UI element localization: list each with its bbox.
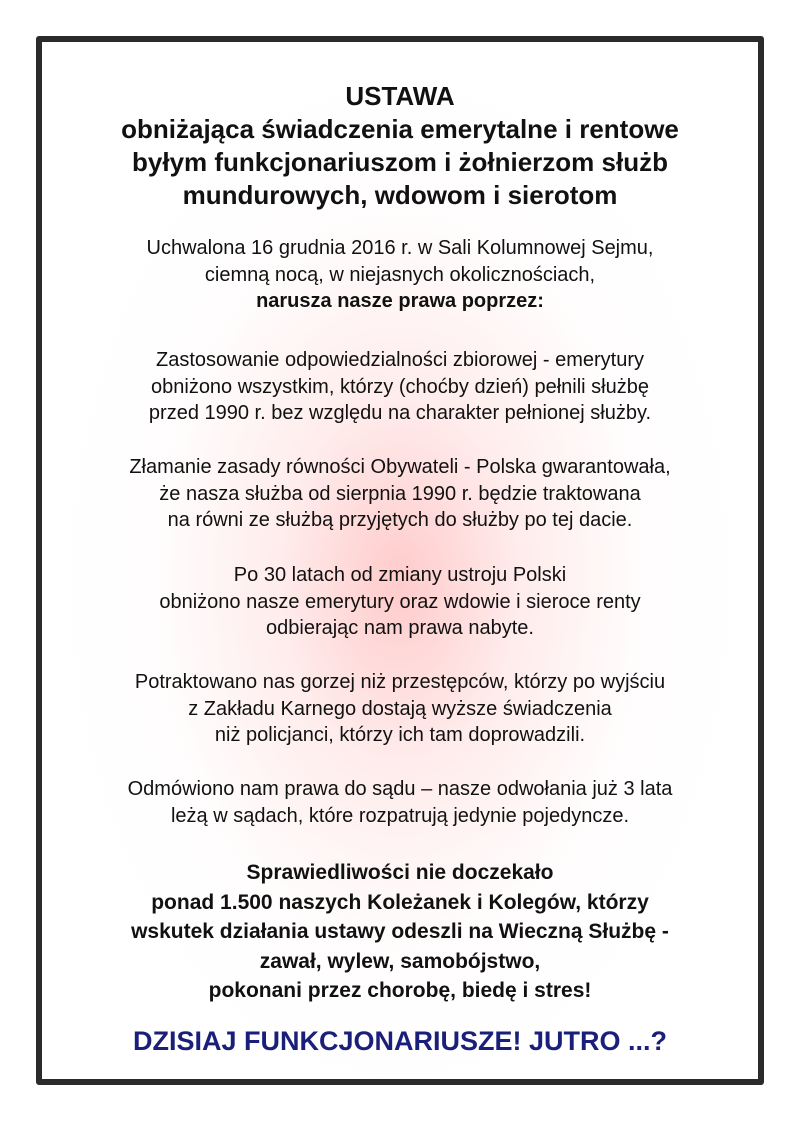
closing-line: wskutek działania ustawy odeszli na Wieczną Służbę - — [131, 920, 669, 943]
paragraph-line: Odmówiono nam prawa do sądu – nasze odwołania już 3 lata — [127, 778, 673, 800]
title-line-1: USTAWA — [345, 81, 455, 111]
slogan: DZISIAJ FUNKCJONARIUSZE! JUTRO ...? — [132, 1026, 668, 1056]
paragraph-criminals — [42, 669, 758, 749]
paragraph-line: z Zakładu Karnego dostają wyższe świadczenia — [188, 697, 612, 720]
intro-line-1: Uchwalona 16 grudnia 2016 r. w Sali Kolumnowej Sejmu, — [146, 237, 654, 259]
paragraph-collective-responsibility — [42, 347, 758, 427]
paragraph-line: odbierając nam prawa nabyte. — [266, 617, 534, 639]
paragraph-court — [42, 776, 758, 829]
paragraph-line: obniżono wszystkim, którzy (choćby dzień) pełnili służbę — [151, 375, 649, 398]
paragraph-line: że nasza służba od sierpnia 1990 r. będzie traktowana — [159, 482, 641, 505]
paragraph-line: Potraktowano nas gorzej niż przestępców, którzy po wyjściu — [134, 671, 666, 693]
paragraph-line: leżą w sądach, które rozpatrują jedynie pojedyncze. — [170, 804, 630, 827]
paragraph-equality — [42, 454, 758, 534]
paragraph-line: niż policjanci, którzy ich tam doprowadzili. — [214, 724, 586, 746]
paragraph-line: Złamanie zasady równości Obywateli - Polska gwarantowała, — [129, 456, 671, 478]
paragraph-line: przed 1990 r. bez względu na charakter pełnionej służby. — [148, 402, 652, 424]
closing-line: pokonani przez chorobę, biedę i stres! — [208, 979, 592, 1002]
title-line-2: obniżająca świadczenia emerytalne i rentowe — [121, 114, 679, 144]
closing-statement — [42, 858, 758, 1006]
document-title — [42, 80, 758, 212]
title-line-3: byłym funkcjonariuszom i żołnierzom służb — [132, 147, 668, 177]
paragraph-line: Po 30 latach od zmiany ustroju Polski — [233, 564, 567, 586]
closing-line: ponad 1.500 naszych Koleżanek i Kolegów, którzy — [151, 890, 649, 914]
closing-line: Sprawiedliwości nie doczekało — [246, 861, 554, 884]
title-line-4: mundurowych, wdowom i sierotom — [182, 180, 618, 210]
paragraph-acquired-rights — [42, 562, 758, 642]
intro-line-2: ciemną nocą, w niejasnych okolicznościach, — [204, 263, 596, 286]
intro-emphasis: narusza nasze prawa poprzez: — [256, 290, 544, 312]
paragraph-line: na równi ze służbą przyjętych do służby po tej dacie. — [167, 509, 633, 531]
closing-line: zawał, wylew, samobójstwo, — [259, 949, 541, 973]
leaflet-sheet — [36, 36, 764, 1085]
intro-paragraph — [42, 235, 758, 315]
paragraph-line: obniżono nasze emerytury oraz wdowie i sieroce renty — [159, 590, 641, 613]
paragraph-line: Zastosowanie odpowiedzialności zbiorowej - emerytury — [156, 349, 644, 371]
